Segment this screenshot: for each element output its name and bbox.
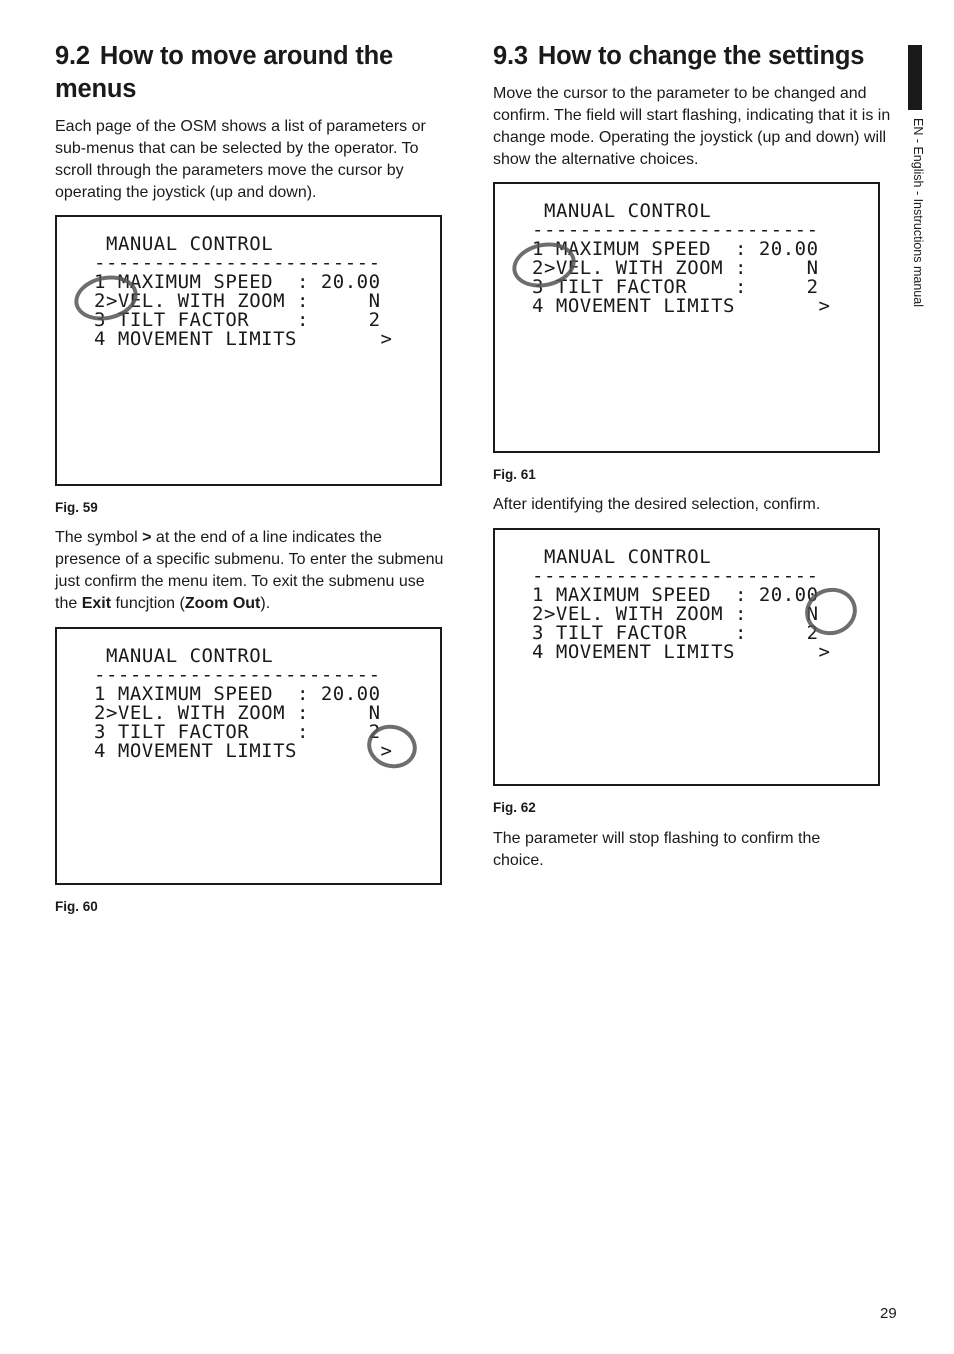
osd-row-2: 2>VEL. WITH ZOOM : N (94, 290, 381, 312)
intro-paragraph: Each page of the OSM shows a list of parameters or sub-menus that can be selected by the operator. To scroll through the parameters move the cursor by operating the joystick (up and down). (55, 118, 426, 201)
figure-caption-61: Fig. 61 (493, 467, 536, 482)
zoom-out-keyword: Zoom Out (184, 595, 261, 612)
osd-row-2: 2>VEL. WITH ZOOM : N (532, 257, 819, 279)
figure-caption-60: Fig. 60 (55, 899, 98, 914)
heading-title: How to change the settings (537, 42, 865, 70)
osd-rule: ------------------------ (94, 254, 381, 273)
osd-screen-fig59 (55, 215, 442, 486)
section-heading-9-2 (55, 40, 455, 106)
exit-keyword: Exit (81, 595, 112, 612)
osd-row-1: 1 MAXIMUM SPEED : 20.00 (532, 238, 819, 260)
osd-rule: ------------------------ (94, 666, 381, 685)
page-number: 29 (880, 1305, 897, 1322)
osd-row-3: 3 TILT FACTOR : 2 (532, 622, 819, 644)
section-number: 9.2 (55, 42, 90, 70)
osd-row-3: 3 TILT FACTOR : 2 (532, 276, 819, 298)
osd-row-4: 4 MOVEMENT LIMITS > (532, 641, 831, 663)
osd-row-3: 3 TILT FACTOR : 2 (94, 721, 381, 743)
osd-rule: ------------------------ (532, 221, 819, 240)
stop-flashing-paragraph: The parameter will stop flashing to confirm the choice. (493, 830, 821, 869)
osd-row-1: 1 MAXIMUM SPEED : 20.00 (94, 683, 381, 705)
osd-row-4: 4 MOVEMENT LIMITS > (532, 295, 831, 317)
osd-screen-fig62 (493, 528, 880, 786)
osd-row-1: 1 MAXIMUM SPEED : 20.00 (94, 271, 381, 293)
osd-row-1: 1 MAXIMUM SPEED : 20.00 (532, 584, 819, 606)
osd-title: MANUAL CONTROL (544, 546, 712, 568)
osd-row-4: 4 MOVEMENT LIMITS > (94, 328, 393, 350)
osd-row-2: 2>VEL. WITH ZOOM : N (94, 702, 381, 724)
intro-paragraph: Move the cursor to the parameter to be changed and confirm. The field will start flashing, indicating that it is in change mode. Operating the joystick (up and down) will show the alternative choices. (493, 85, 891, 168)
heading-line-2: menus (55, 75, 137, 103)
osd-title: MANUAL CONTROL (544, 200, 712, 222)
figure-caption-59: Fig. 59 (55, 500, 98, 515)
osd-row-4: 4 MOVEMENT LIMITS > (94, 740, 393, 762)
side-language-label: EN - English - Instructions manual (911, 118, 925, 307)
symbol-glyph: > (142, 529, 152, 546)
osd-rule: ------------------------ (532, 567, 819, 586)
osd-row-2: 2>VEL. WITH ZOOM : N (532, 603, 819, 625)
osd-title: MANUAL CONTROL (106, 645, 274, 667)
osd-title: MANUAL CONTROL (106, 233, 274, 255)
osd-screen-fig61 (493, 182, 880, 453)
heading-line-1: How to move around the (99, 42, 393, 70)
section-number: 9.3 (493, 42, 528, 70)
language-tab-marker (908, 45, 922, 110)
figure-caption-62: Fig. 62 (493, 800, 536, 815)
section-heading-9-3 (493, 40, 913, 73)
osd-row-3: 3 TILT FACTOR : 2 (94, 309, 381, 331)
confirm-paragraph: After identifying the desired selection, confirm. (493, 496, 821, 513)
symbol-paragraph: The symbol > at the end of a line indicates the presence of a specific submenu. To enter the submenu just confirm the menu item. To exit the submenu use the Exit funcjtion (Zoom Out). (55, 529, 444, 612)
